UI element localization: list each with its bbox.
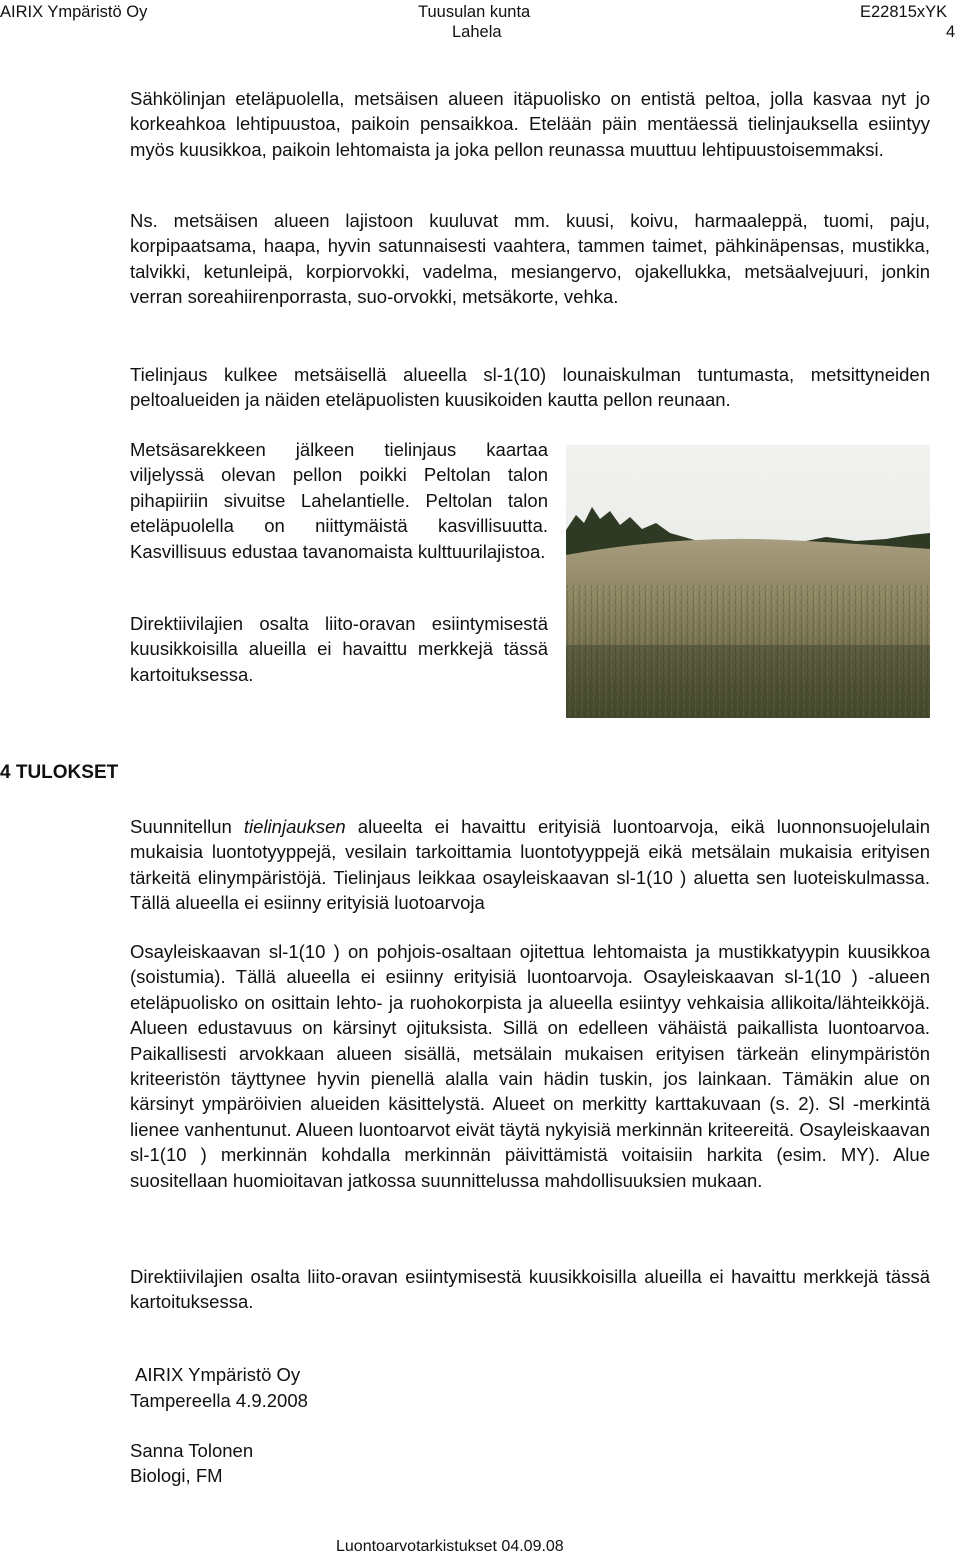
results-text-start: Suunnitellun xyxy=(130,816,244,837)
results-text-end: alueelta ei havaittu erityisiä luontoarvoja, eikä luonnonsuojelulain mukaisia luontotyyppejä, vesilain tarkoittamia luontotyyppejä eikä metsälain mukaisia erityisen tärkeitä elinympäristöjä. Tielinjaus leikkaa osayleiskaavan sl-1(10 ) aluetta sen luoteiskulmassa. Tällä alueella ei esiinny erityisiä luotoarvoja xyxy=(130,816,930,914)
header-place: Lahela xyxy=(452,23,502,41)
results-emphasis: tielinjauksen xyxy=(243,816,346,837)
field-photo-image xyxy=(566,445,930,718)
paragraph-results-summary xyxy=(130,814,930,916)
header-municipality: Tuusulan kunta xyxy=(418,3,531,21)
paragraph-sl-area: Osayleiskaavan sl-1(10 ) on pohjois-osaltaan ojitettua lehtomaista ja mustikkatyypin kuusikkoa (soistumia). Tällä alueella ei esiinny erityisiä luontoarvoja. Osayleiskaavan sl-1(10 ) -alueen eteläpuolisko on osittain lehto- ja ruohokorpista ja alueella esiintyy vehkaisia allikoita/lähteikköjä. Alueen edustavuus on kärsinyt ojituksista. Sillä on edelleen vähäistä paikallista luontoarvoa. Paikallisesti arvokkaan alueen sisällä, metsälain mukaisen erityisen tärkeän elinympäristön kriteeristön täyttynee hyvin pienellä alalla vain hädin tuskin, jos lainkaan. Tämäkin alue on kärsinyt ympäröivien alueiden käsittelystä. Alueet on merkitty karttakuvaan (s. 2). Sl -merkintä lienee vanhentunut. Alueen luontoarvot eivät täytä nykyisiä merkinnän kriteereitä. Osayleiskaavan sl-1(10 ) merkinnän kohdalla merkinnän päivittämistä voitaisiin harkita (esim. MY). Alue suositellaan huomioitavan jatkossa suunnittelussa mahdollisuuksien mukaan. xyxy=(130,941,930,1191)
paragraph-flying-squirrel-results: Direktiivilajien osalta liito-oravan esiintymisestä kuusikkoisilla alueilla ei havaittu merkkejä tässä kartoituksessa. xyxy=(130,1266,930,1313)
header-page-number: 4 xyxy=(946,23,956,41)
paragraph-flying-squirrel: Direktiivilajien osalta liito-oravan esiintymisestä kuusikkoisilla alueilla ei havaittu merkkejä tässä kartoituksessa. xyxy=(130,613,548,685)
header-company: AIRIX Ympäristö Oy xyxy=(0,3,148,21)
field-photo xyxy=(566,445,930,718)
signature-title: Biologi, FM xyxy=(130,1465,223,1486)
section-heading: 4 TULOKSET xyxy=(0,762,119,783)
paragraph-forest-east: Sähkölinjan eteläpuolella, metsäisen alueen itäpuolisko on entistä peltoa, jolla kasvaa nyt jo korkeahkoa lehtipuustoa, paikoin pensaikkoa. Etelään päin mentäessä tielinjauksella esiintyy myös kuusikkoa, paikoin lehtomaista ja joka pellon reunassa muuttuu lehtipuustoisemmaksi. xyxy=(130,88,930,160)
footer-text: Luontoarvotarkistukset 04.09.08 xyxy=(336,1538,564,1555)
paragraph-species-list: Ns. metsäisen alueen lajistoon kuuluvat mm. kuusi, koivu, harmaaleppä, tuomi, paju, korpipaatsama, haapa, hyvin satunnaisesti vaahtera, tammen taimet, pähkinäpensas, mustikka, talvikki, ketunleipä, korpiorvokki, vadelma, mesiangervo, ojakellukka, metsäalvejuuri, jonkin verran soreahiirenporrasta, suo-orvokki, metsäkorte, vehka. xyxy=(130,210,930,308)
signature-company: AIRIX Ympäristö Oy xyxy=(135,1364,301,1385)
signature-name: Sanna Tolonen xyxy=(130,1440,254,1461)
paragraph-road-route: Tielinjaus kulkee metsäisellä alueella sl-1(10) lounaiskulman tuntumasta, metsittyneiden peltoalueiden ja näiden eteläpuolisten kuusikoiden kautta pellon reunaan. xyxy=(130,364,930,411)
paragraph-field-crossing: Metsäsarekkeen jälkeen tielinjaus kaartaa viljelyssä olevan pellon poikki Peltolan talon pihapiiriin sivuitse Lahelantielle. Peltolan talon eteläpuolella on niittymäistä kasvillisuutta. Kasvillisuus edustaa tavanomaista kulttuurilajistoa. xyxy=(130,439,548,562)
signature-place-date: Tampereella 4.9.2008 xyxy=(130,1390,308,1411)
header-code: E22815xYK xyxy=(860,3,948,21)
